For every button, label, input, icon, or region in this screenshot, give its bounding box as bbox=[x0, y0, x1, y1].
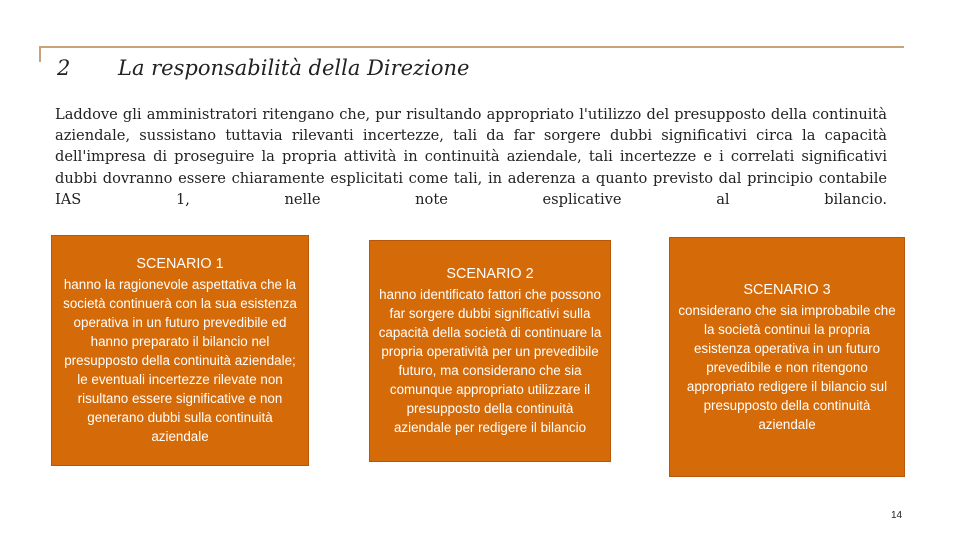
intro-paragraph: Laddove gli amministratori ritengano che, pur risultando appropriato l'utilizzo del presupposto della continuità aziendale, sussistano tuttavia rilevanti incertezze, tali da far sorgere dubbi significativi circa la capacità dell'impresa di proseguire la propria attività in continuità aziendale, tali incertezze e i correlati significativi dubbi dovranno essere chiaramente esplicitati come tali, in aderenza a quanto previsto dal principio contabile IAS 1, nelle note esplicative al bilancio. bbox=[55, 106, 887, 208]
scenario-3-heading: SCENARIO 3 bbox=[743, 281, 831, 298]
scenario-2-text: hanno identificato fattori che possono far sorgere dubbi significativi sulla capacità della società di continuare la propria operatività per un prevedibile futuro, ma considerano che sia comunque appropriato utilizzare il presupposto della continuità aziendale per redigere il bilancio bbox=[378, 287, 602, 435]
page-number: 14 bbox=[891, 510, 903, 521]
section-number: 2 bbox=[57, 56, 71, 80]
scenario-3-text: considerano che sia improbabile che la società continui la propria esistenza operativa in un futuro prevedibile e non ritengono appropriato redigere il bilancio sul presupposto della continuità aziendale bbox=[678, 302, 896, 432]
scenario-3-box bbox=[669, 237, 905, 477]
header-rule-tick bbox=[39, 46, 41, 62]
scenario-1-heading: SCENARIO 1 bbox=[136, 256, 224, 272]
scenario-2-heading: SCENARIO 2 bbox=[446, 266, 534, 282]
scenario-2-box bbox=[369, 240, 611, 462]
slide-title: La responsabilità della Direzione bbox=[118, 56, 470, 80]
scenario-1-box bbox=[51, 235, 309, 466]
scenario-1-text: hanno la ragionevole aspettativa che la società continuerà con la sua esistenza operativa in un futuro prevedibile ed hanno preparato il bilancio nel presupposto della continuità aziendale; le eventuali incertezze rilevate non risultano essere significative e non generano dubbi sulla continuità aziendale bbox=[63, 277, 297, 444]
header-rule bbox=[39, 46, 904, 48]
